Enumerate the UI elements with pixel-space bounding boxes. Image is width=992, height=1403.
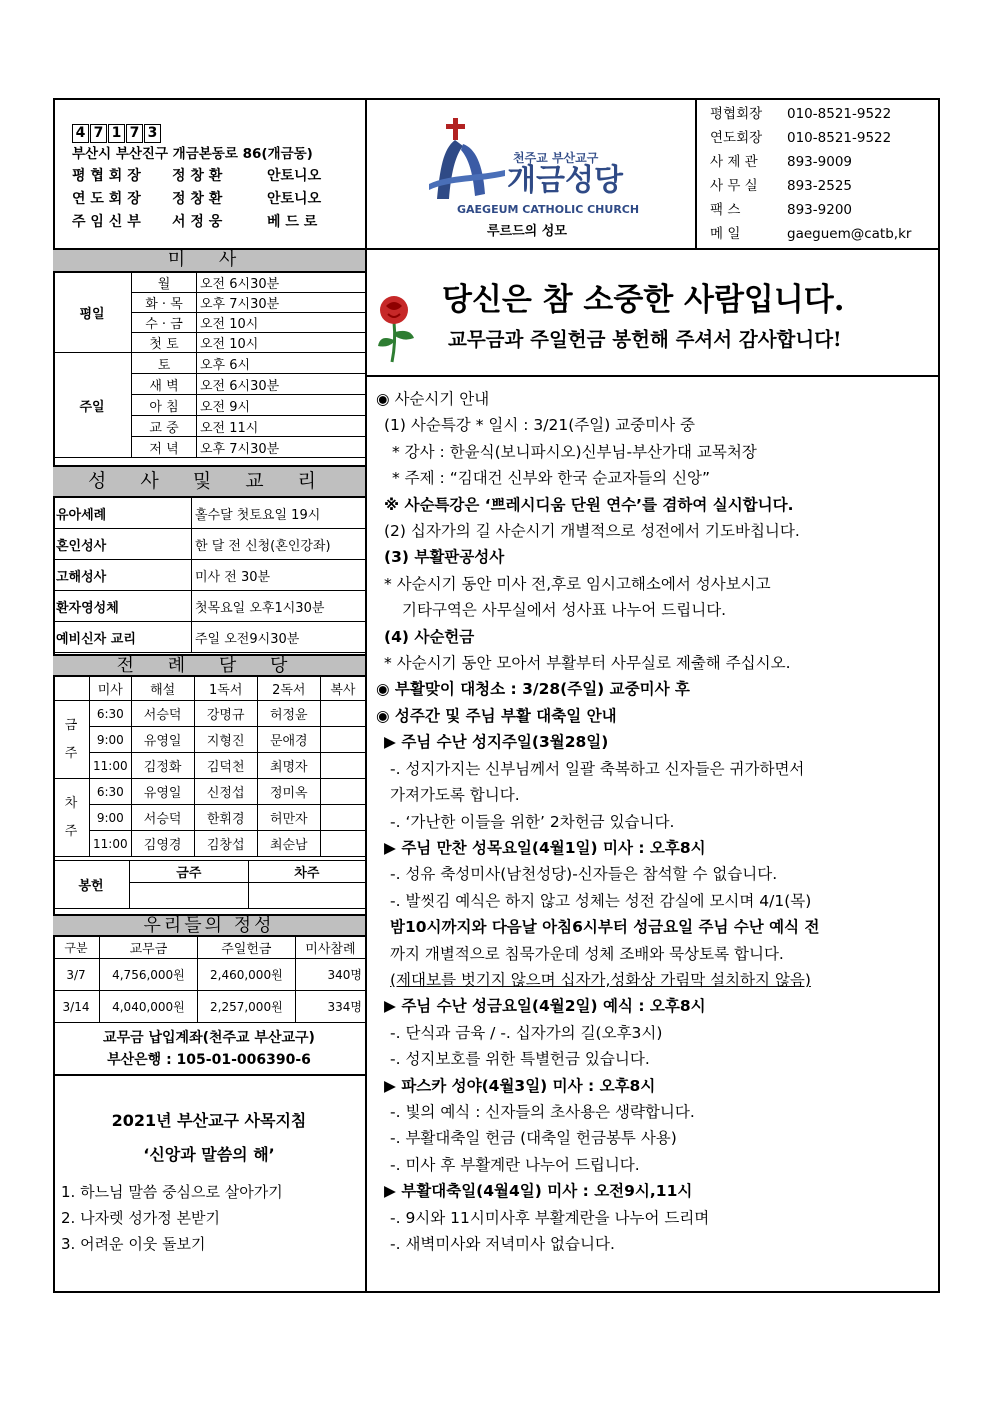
devotion-title: 우리들의 정성 xyxy=(53,914,365,936)
devotion-cell: 334명 xyxy=(295,991,365,1023)
notice-line: -. 단식과 금육 / -. 십자가의 길(오후3시) xyxy=(390,1023,663,1042)
liturgy-cell: 서승덕 xyxy=(131,701,194,727)
liturgy-cell: 허만자 xyxy=(257,805,320,831)
liturgy-cell: 한휘경 xyxy=(194,805,257,831)
liturgy-cell xyxy=(320,805,365,831)
liturgy-cell: 유영일 xyxy=(131,779,194,805)
account-divider xyxy=(53,1074,365,1076)
contact-row xyxy=(710,154,911,178)
officer-row xyxy=(72,214,321,237)
notice-line: -. ‘가난한 이들을 위한’ 2차헌금 있습니다. xyxy=(390,812,675,831)
devotion-cell: 2,257,000원 xyxy=(197,991,295,1023)
mass-day: 월 xyxy=(132,273,197,293)
contact-value: 893-2525 xyxy=(787,178,852,194)
notice-line: * 주제 : “김대건 신부와 한국 순교자들의 신앙” xyxy=(392,469,711,488)
contact-value: 010-8521-9522 xyxy=(787,106,892,122)
offering-label: 봉헌 xyxy=(53,861,130,909)
contact-row xyxy=(710,130,911,154)
patron-name: 루르드의 성모 xyxy=(487,224,567,239)
liturgy-title: 전 례 담 당 xyxy=(53,654,365,676)
liturgy-cell: 최순남 xyxy=(257,831,320,857)
mass-time: 오전 6시30분 xyxy=(197,374,366,395)
offering-table xyxy=(53,860,365,909)
liturgy-cell xyxy=(320,831,365,857)
postal-digit: 4 xyxy=(72,124,89,143)
liturgy-cell: 11:00 xyxy=(90,753,132,779)
contact-row xyxy=(710,106,911,130)
notice-line: -. 9시와 11시미사후 부활계란을 나누어 드리며 xyxy=(390,1208,710,1227)
postal-code xyxy=(72,124,161,143)
mass-day: 저 녁 xyxy=(132,437,197,458)
liturgy-cell: 11:00 xyxy=(90,831,132,857)
officer-baptismal: 베 드 로 xyxy=(267,214,318,230)
mass-day: 아 침 xyxy=(132,395,197,416)
notice-line: (4) 사순헌금 xyxy=(384,627,475,646)
sacraments-table xyxy=(53,497,365,653)
offering-header: 차주 xyxy=(248,861,365,883)
contact-list xyxy=(710,106,911,250)
notice-line: ◉ 부활맞이 대청소 : 3/28(주일) 교중미사 후 xyxy=(376,680,690,699)
notice-line: (3) 부활판공성사 xyxy=(384,548,505,567)
liturgy-cell: 문애경 xyxy=(257,727,320,753)
officer-list xyxy=(72,168,321,237)
guideline-item: 3. 어려운 이웃 돌보기 xyxy=(61,1235,206,1253)
sacrament-value: 주일 오전9시30분 xyxy=(192,622,366,653)
headline-divider xyxy=(367,375,938,377)
sacrament-label: 혼인성사 xyxy=(53,529,192,560)
notice-line: * 사순시기 동안 모아서 부활부터 사무실로 제출해 주십시오. xyxy=(384,654,791,673)
liturgy-cell: 6:30 xyxy=(90,701,132,727)
liturgy-cell: 김정화 xyxy=(131,753,194,779)
mass-time: 오전 9시 xyxy=(197,395,366,416)
mass-time: 오전 10시 xyxy=(197,313,366,333)
mass-day: 새 벽 xyxy=(132,374,197,395)
offering-cell xyxy=(130,883,249,909)
liturgy-cell xyxy=(320,701,365,727)
devotion-cell: 2,460,000원 xyxy=(197,959,295,991)
officer-name: 정 창 환 xyxy=(172,168,223,184)
liturgy-group-label: 차 주 xyxy=(53,779,90,857)
sacrament-label: 유아세례 xyxy=(53,498,192,529)
sacraments-title: 성 사 및 교 리 xyxy=(53,465,365,497)
contact-label: 메 일 xyxy=(710,226,741,242)
devotion-cell: 4,040,000원 xyxy=(100,991,198,1023)
mass-time: 오후 7시30분 xyxy=(197,437,366,458)
notice-line: 기타구역은 사무실에서 성사표 나누어 드립니다. xyxy=(402,601,727,620)
rose-icon xyxy=(372,292,420,364)
postal-digit: 1 xyxy=(108,124,125,143)
sacrament-value: 홀수달 첫토요일 19시 xyxy=(192,498,366,529)
notice-line: -. 새벽미사와 저녁미사 없습니다. xyxy=(390,1235,615,1253)
notice-line: -. 성유 축성미사(남천성당)-신자들은 참석할 수 없습니다. xyxy=(390,865,778,884)
contact-row xyxy=(710,226,911,250)
notice-line: ※ 사순특강은 ‘쁘레시디움 단원 연수’를 겸하여 실시합니다. xyxy=(384,495,794,514)
notice-line: * 사순시기 동안 미사 전,후로 임시고해소에서 성사보시고 xyxy=(384,574,771,593)
devotion-header: 교무금 xyxy=(100,937,198,959)
liturgy-corner xyxy=(53,677,90,701)
contact-label: 사 무 실 xyxy=(710,178,758,194)
devotion-header: 주일헌금 xyxy=(197,937,295,959)
liturgy-cell: 김덕천 xyxy=(194,753,257,779)
contact-row xyxy=(710,202,911,226)
mass-day: 첫 토 xyxy=(132,333,197,353)
liturgy-cell: 9:00 xyxy=(90,727,132,753)
notice-line: ◉ 사순시기 안내 xyxy=(376,390,490,408)
contact-label: 평협회장 xyxy=(710,106,763,122)
subheadline: 교무금과 주일헌금 봉헌해 주셔서 감사합니다! xyxy=(448,328,842,351)
liturgy-cell: 9:00 xyxy=(90,805,132,831)
mass-day: 화 · 목 xyxy=(132,293,197,313)
account-title: 교무금 납입계좌(천주교 부산교구) xyxy=(103,1030,315,1046)
sacrament-label: 예비신자 교리 xyxy=(53,622,192,653)
mass-time: 오후 7시30분 xyxy=(197,293,366,313)
guideline-title: 2021년 부산교구 사목지침 xyxy=(111,1111,307,1130)
officer-baptismal: 안토니오 xyxy=(267,168,322,184)
officer-name: 정 창 환 xyxy=(172,191,223,207)
contact-value: gaeguem@catb,kr xyxy=(787,226,912,242)
liturgy-header: 2독서 xyxy=(257,677,320,701)
headline: 당신은 참 소중한 사람입니다. xyxy=(442,282,845,318)
liturgy-header: 복사 xyxy=(320,677,365,701)
mass-time: 오전 10시 xyxy=(197,333,366,353)
contact-value: 893-9200 xyxy=(787,202,852,218)
notice-line: -. 성지보호를 위한 특별헌금 있습니다. xyxy=(390,1050,650,1069)
notice-line: ▶ 주님 수난 성지주일(3월28일) xyxy=(384,733,609,752)
notice-body xyxy=(376,386,931,1257)
liturgy-header: 1독서 xyxy=(194,677,257,701)
liturgy-cell: 신정섭 xyxy=(194,779,257,805)
contact-label: 연도회장 xyxy=(710,130,763,146)
mass-day: 교 중 xyxy=(132,416,197,437)
liturgy-cell xyxy=(320,753,365,779)
mass-title: 미 사 xyxy=(53,250,365,272)
liturgy-cell: 최명자 xyxy=(257,753,320,779)
mass-day: 토 xyxy=(132,353,197,374)
liturgy-cell: 강명규 xyxy=(194,701,257,727)
devotion-cell: 4,756,000원 xyxy=(100,959,198,991)
liturgy-cell xyxy=(320,779,365,805)
notice-line: ▶ 파스카 성야(4월3일) 미사 : 오후8시 xyxy=(384,1076,656,1095)
liturgy-table xyxy=(53,676,365,857)
notice-line: 가져가도록 합니다. xyxy=(390,786,520,805)
devotion-cell: 3/14 xyxy=(53,991,100,1023)
church-name-en: GAEGEUM CATHOLIC CHURCH xyxy=(457,203,640,216)
notice-line: (제대보를 벗기지 않으며 십자가,성화상 가림막 설치하지 않음) xyxy=(390,970,811,989)
notice-line: -. 빛의 예식 : 신자들의 초사용은 생략합니다. xyxy=(390,1102,695,1121)
contact-row xyxy=(710,178,911,202)
sacrament-value: 한 달 전 신청(혼인강좌) xyxy=(192,529,366,560)
mass-table xyxy=(53,272,365,458)
liturgy-cell: 김영경 xyxy=(131,831,194,857)
devotion-table xyxy=(53,936,365,1023)
notice-line: -. 발씻김 예식은 하지 않고 성체는 성전 감실에 모시며 4/1(목) xyxy=(390,891,812,910)
officer-role: 주 임 신 부 xyxy=(72,214,141,230)
officer-role: 연 도 회 장 xyxy=(72,191,141,207)
diocese-name: 천주교 부산교구 xyxy=(513,151,599,165)
sacrament-label: 환자영성체 xyxy=(53,591,192,622)
notice-line: (2) 십자가의 길 사순시기 개별적으로 성전에서 기도바칩니다. xyxy=(384,522,800,541)
liturgy-cell: 정미옥 xyxy=(257,779,320,805)
contact-value: 010-8521-9522 xyxy=(787,130,892,146)
liturgy-cell: 김창섭 xyxy=(194,831,257,857)
notice-line: * 강사 : 한윤식(보니파시오)신부님-부산가대 교목처장 xyxy=(392,442,757,461)
liturgy-header: 해설 xyxy=(131,677,194,701)
officer-row xyxy=(72,168,321,191)
notice-line: -. 성지가지는 신부님께서 일괄 축복하고 신자들은 귀가하면서 xyxy=(390,759,805,778)
liturgy-cell: 6:30 xyxy=(90,779,132,805)
postal-digit: 7 xyxy=(126,124,143,143)
mass-time: 오후 6시 xyxy=(197,353,366,374)
account-number: 부산은행 : 105-01-006390-6 xyxy=(107,1052,311,1068)
notice-line: ▶ 주님 수난 성금요일(4월2일) 예식 : 오후8시 xyxy=(384,997,706,1016)
notice-line: ▶ 주님 만찬 성목요일(4월1일) 미사 : 오후8시 xyxy=(384,838,706,857)
liturgy-cell: 지형진 xyxy=(194,727,257,753)
officer-role: 평 협 회 장 xyxy=(72,168,141,184)
liturgy-cell xyxy=(320,727,365,753)
header-divider xyxy=(695,98,697,250)
offering-cell xyxy=(248,883,365,909)
mass-day: 수 · 금 xyxy=(132,313,197,333)
church-name: 개금성당 xyxy=(507,163,623,198)
devotion-cell: 3/7 xyxy=(53,959,100,991)
contact-label: 팩 스 xyxy=(710,202,741,218)
liturgy-group-label: 금 주 xyxy=(53,701,90,779)
notice-line: -. 부활대축일 헌금 (대축일 헌금봉투 사용) xyxy=(390,1129,677,1148)
guideline-item: 2. 나자렛 성가정 본받기 xyxy=(61,1209,221,1227)
church-logo-icon xyxy=(425,114,505,209)
notice-line: (1) 사순특강 * 일시 : 3/21(주일) 교중미사 중 xyxy=(384,416,695,435)
devotion-cell: 340명 xyxy=(295,959,365,991)
guideline-subtitle: ‘신앙과 말씀의 해’ xyxy=(143,1145,275,1164)
notice-line: ▶ 부활대축일(4월4일) 미사 : 오전9시,11시 xyxy=(384,1182,693,1201)
devotion-header: 미사참례 xyxy=(295,937,365,959)
officer-name: 서 정 웅 xyxy=(172,214,223,230)
contact-label: 사 제 관 xyxy=(710,154,758,170)
sacrament-value: 미사 전 30분 xyxy=(192,560,366,591)
liturgy-cell: 유영일 xyxy=(131,727,194,753)
sacrament-label: 고해성사 xyxy=(53,560,192,591)
liturgy-header: 미사 xyxy=(90,677,132,701)
church-logo xyxy=(425,114,645,214)
liturgy-cell: 서승덕 xyxy=(131,805,194,831)
offering-header: 금주 xyxy=(130,861,249,883)
officer-row xyxy=(72,191,321,214)
column-divider xyxy=(365,98,367,1293)
mass-time: 오전 11시 xyxy=(197,416,366,437)
header xyxy=(55,100,938,250)
officer-baptismal: 안토니오 xyxy=(267,191,322,207)
notice-line: ◉ 성주간 및 주님 부활 대축일 안내 xyxy=(376,706,617,725)
address: 부산시 부산진구 개금본동로 86(개금동) xyxy=(72,146,313,162)
sacrament-value: 첫목요일 오후1시30분 xyxy=(192,591,366,622)
guideline-item: 1. 하느님 말씀 중심으로 살아가기 xyxy=(61,1183,283,1201)
notice-line: 밤10시까지와 다음날 아침6시부터 성금요일 주님 수난 예식 전 xyxy=(390,918,820,937)
postal-digit: 7 xyxy=(90,124,107,143)
contact-value: 893-9009 xyxy=(787,154,852,170)
liturgy-cell: 허정윤 xyxy=(257,701,320,727)
notice-line: 까지 개별적으로 침묵가운데 성체 조배와 묵상토록 합니다. xyxy=(390,944,784,963)
sunday-label: 주일 xyxy=(53,353,132,458)
postal-digit: 3 xyxy=(144,124,161,143)
notice-line: -. 미사 후 부활계란 나누어 드립니다. xyxy=(390,1155,640,1174)
mass-time: 오전 6시30분 xyxy=(197,273,366,293)
devotion-header: 구분 xyxy=(53,937,100,959)
weekday-label: 평일 xyxy=(53,273,132,353)
